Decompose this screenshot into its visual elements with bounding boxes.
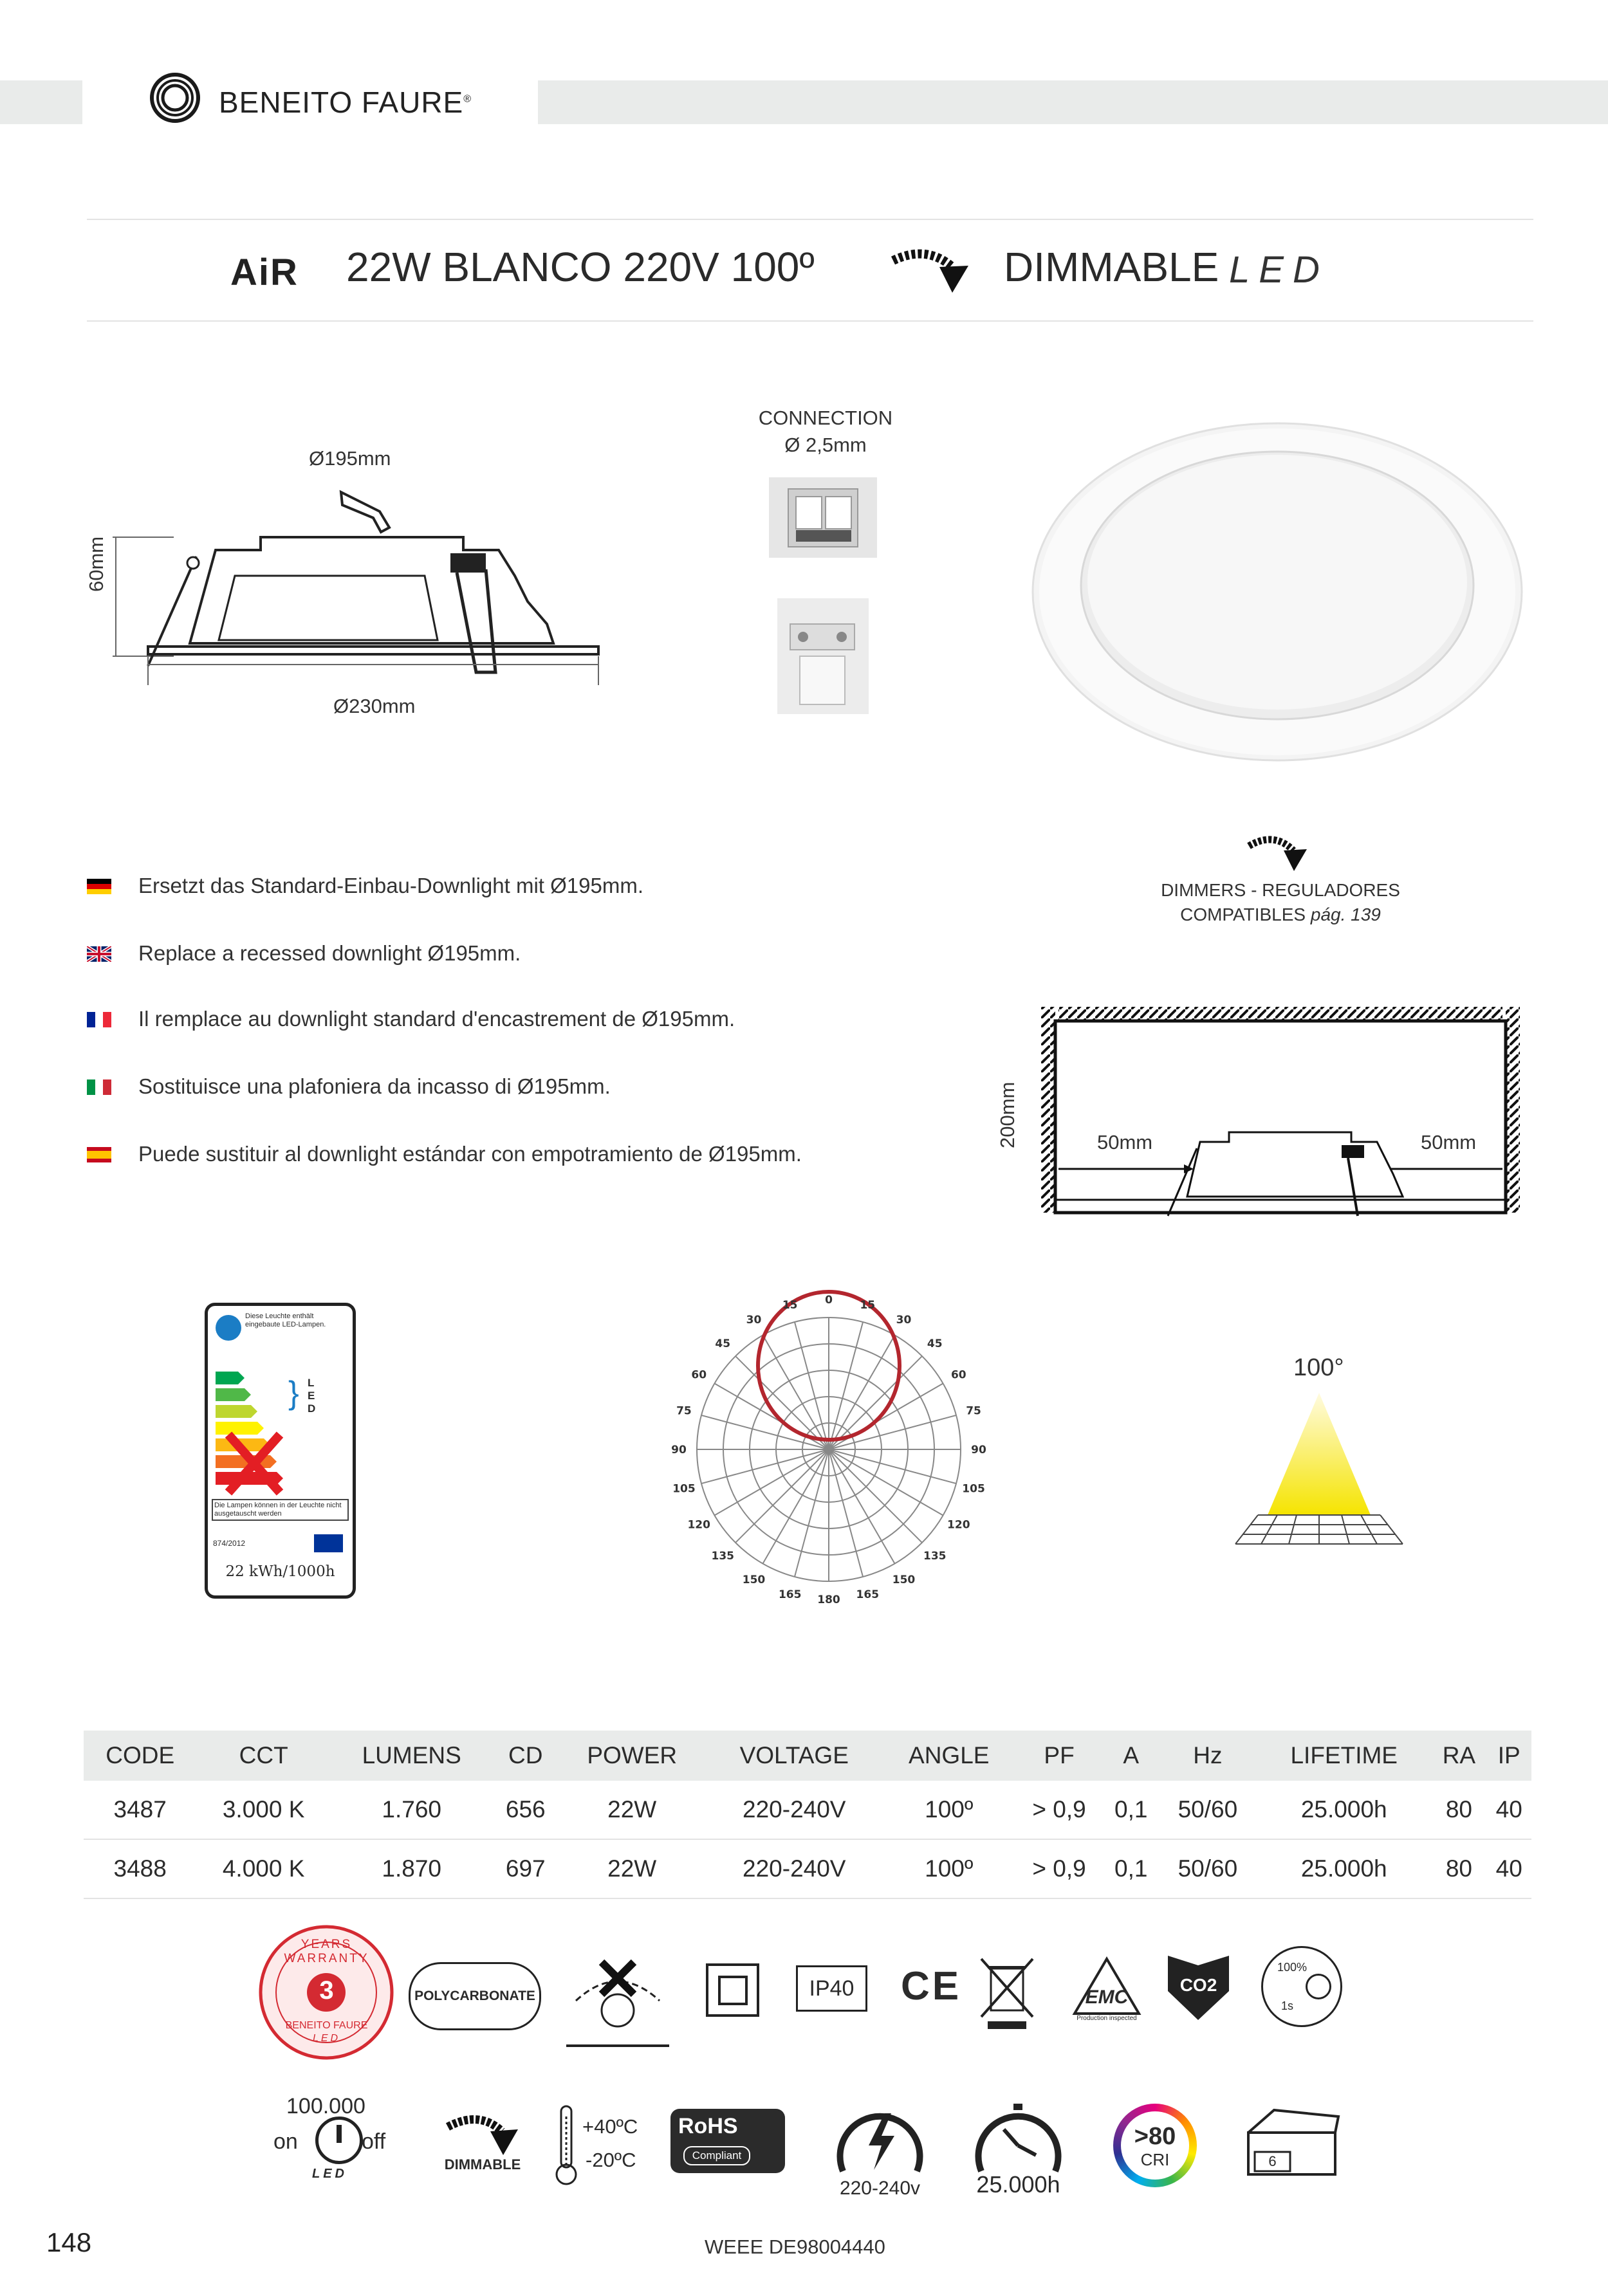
cell-ip: 40 (1486, 1781, 1531, 1839)
thermometer-icon (553, 2104, 579, 2190)
install-height-label: 200mm (996, 1081, 1019, 1148)
height-label: 60mm (85, 536, 107, 592)
warranty-years: 3 (319, 1976, 334, 2005)
polar-svg (656, 1277, 1004, 1628)
polar-spoke (829, 1356, 922, 1449)
polar-angle-label: 45 (927, 1337, 943, 1351)
co2-text: CO2 (1179, 1975, 1217, 1995)
co2-icon (1165, 1952, 1232, 2026)
cell-voltage: 220-240V (705, 1781, 883, 1839)
lifetime-clock-icon (968, 2100, 1068, 2181)
col-angle: ANGLE (883, 1731, 1015, 1781)
polar-angle-label: 150 (892, 1573, 916, 1586)
power-icon (315, 2117, 363, 2164)
brand-logo-icon (149, 72, 201, 124)
cell-hz: 50/60 (1159, 1839, 1257, 1898)
polar-spoke (829, 1449, 943, 1516)
energy-label (205, 1303, 356, 1599)
instant-on-icon (1261, 1946, 1342, 2027)
polar-angle-label: 0 (825, 1294, 833, 1307)
col-pf: PF (1015, 1731, 1103, 1781)
col-voltage: VOLTAGE (705, 1731, 883, 1781)
polar-angle-label: 30 (896, 1314, 912, 1327)
bulb-icon (1306, 1974, 1331, 1999)
switch-cycles: 100.000 (286, 2094, 365, 2118)
class-ii-icon (706, 1963, 759, 2017)
polar-angle-label: 45 (715, 1337, 731, 1351)
polar-spoke (795, 1322, 829, 1449)
cell-angle: 100º (883, 1839, 1015, 1898)
polar-angle-label: 120 (947, 1518, 970, 1532)
col-code: CODE (84, 1731, 196, 1781)
polar-spoke (701, 1449, 829, 1483)
ce-mark: CE (901, 1964, 962, 2008)
flag-uk-icon (87, 946, 111, 962)
cell-pf: > 0,9 (1015, 1781, 1103, 1839)
polar-angle-label: 60 (950, 1368, 966, 1382)
col-cd: CD (492, 1731, 559, 1781)
rohs-badge (670, 2109, 785, 2173)
connector-front-image (769, 477, 877, 558)
title-bottom-rule (87, 320, 1533, 322)
polar-spoke (701, 1415, 829, 1449)
energy-bottom-text: Die Lampen können in der Leuchte nicht ausgetauscht werden (212, 1499, 349, 1521)
col-cct: CCT (196, 1731, 331, 1781)
polar-spoke (763, 1449, 829, 1564)
temp-max: +40ºC (582, 2115, 638, 2138)
polar-diagram (656, 1277, 1004, 1631)
product-title: 22W BLANCO 220V 100º (346, 244, 815, 290)
product-photo (1030, 421, 1525, 766)
product-name: AiR (230, 252, 299, 293)
lamp-icon (216, 1315, 241, 1341)
emc-text: EMC (1085, 1987, 1129, 2008)
polar-spoke (795, 1449, 829, 1577)
col-hz: Hz (1159, 1731, 1257, 1781)
header-bar-left (0, 80, 82, 124)
spec-table (84, 1731, 1531, 1899)
emc-icon (1071, 1956, 1142, 2023)
flag-it-icon (87, 1079, 111, 1095)
energy-consumption: 22 kWh/1000h (225, 1563, 335, 1580)
cell-cd: 656 (492, 1781, 559, 1839)
polar-angle-label: 120 (687, 1518, 710, 1532)
cell-cd: 697 (492, 1839, 559, 1898)
polar-angle-label: 75 (676, 1404, 692, 1418)
col-a: A (1104, 1731, 1159, 1781)
total-diameter-label: Ø230mm (333, 695, 416, 717)
rohs-sub: Compliant (683, 2146, 750, 2165)
temp-min: -20ºC (586, 2149, 636, 2171)
cell-lumens: 1.760 (331, 1781, 493, 1839)
polar-angle-label: 60 (691, 1368, 707, 1382)
connection-label: CONNECTION (758, 407, 893, 429)
cell-lifetime: 25.000h (1257, 1781, 1431, 1839)
title-top-rule (87, 219, 1533, 220)
polar-spoke (829, 1449, 922, 1543)
emc-subtext: Production inspected (1077, 2015, 1137, 2022)
cut-diameter-label: Ø195mm (309, 447, 391, 470)
ip-badge: IP40 (796, 1965, 867, 2012)
col-power: POWER (559, 1731, 705, 1781)
cell-voltage: 220-240V (705, 1839, 883, 1898)
material-badge: POLYCARBONATE (409, 1962, 541, 2030)
energy-led-letters: L E D (308, 1377, 316, 1415)
energy-top-text: Diese Leuchte enthält eingebaute LED-Lampen. (245, 1312, 326, 1328)
cell-cct: 3.000 K (196, 1781, 331, 1839)
eu-flag-icon (314, 1534, 343, 1552)
brand-name: BENEITO FAURE® (219, 86, 472, 119)
dimmable-icon (444, 2109, 521, 2160)
polar-angle-label: 165 (856, 1588, 880, 1602)
table-row (84, 1781, 1531, 1839)
polar-spoke (829, 1415, 956, 1449)
polar-angle-label: 90 (971, 1444, 986, 1456)
polar-angle-label: 75 (966, 1404, 981, 1418)
cell-pf: > 0,9 (1015, 1839, 1103, 1898)
col-ra: RA (1431, 1731, 1486, 1781)
polar-spoke (829, 1449, 863, 1577)
cri-value: >80 (1134, 2123, 1176, 2150)
lifetime-label: 25.000h (976, 2171, 1060, 2198)
col-lumens: LUMENS (331, 1731, 493, 1781)
install-diagram (1023, 1000, 1525, 1222)
rohs-text: RoHS (678, 2114, 738, 2138)
instant-time: 1s (1281, 1999, 1294, 2012)
polar-angle-label: 15 (782, 1298, 798, 1312)
polar-angle-label: 165 (778, 1588, 802, 1602)
polar-spoke (735, 1356, 829, 1449)
cell-cct: 4.000 K (196, 1839, 331, 1898)
weee-number: WEEE DE98004440 (705, 2236, 885, 2258)
beam-cone-icon (1232, 1390, 1406, 1550)
dimmable-label: DIMMABLE (444, 2156, 521, 2172)
flag-es-icon (87, 1147, 111, 1162)
flag-de-icon (87, 879, 111, 894)
cell-hz: 50/60 (1159, 1781, 1257, 1839)
warranty-led: LED (312, 2033, 341, 2044)
header-bar-right (538, 80, 1608, 124)
cell-lumens: 1.870 (331, 1839, 493, 1898)
cell-code: 3488 (84, 1839, 196, 1898)
polar-angle-label: 105 (672, 1482, 696, 1496)
install-right-gap-label: 50mm (1421, 1131, 1477, 1153)
polar-spoke (714, 1449, 829, 1516)
polar-spoke (735, 1449, 829, 1543)
warranty-top-text: YEARS WARRANTY (284, 1938, 369, 1965)
polar-angle-label: 180 (817, 1593, 840, 1606)
energy-regulation: 874/2012 (213, 1539, 246, 1548)
connector-side-image (777, 598, 869, 714)
dimmers-line2: COMPATIBLES pág. 139 (1180, 905, 1381, 924)
cell-power: 22W (559, 1781, 705, 1839)
cell-lifetime: 25.000h (1257, 1839, 1431, 1898)
polar-angle-label: 15 (860, 1298, 876, 1312)
polar-angle-label: 30 (746, 1314, 762, 1327)
cri-label: CRI (1140, 2150, 1170, 2169)
dimmable-arrow-icon (888, 241, 972, 302)
cri-ring-icon (1113, 2104, 1197, 2187)
no-cover-icon (563, 1949, 672, 2055)
voltage-icon (830, 2100, 930, 2181)
install-left-gap-label: 50mm (1097, 1131, 1153, 1153)
warranty-brand: BENEITO FAURE (285, 2020, 368, 2031)
switch-on-label: on (273, 2129, 298, 2154)
polar-angle-label: 135 (923, 1549, 947, 1563)
table-row (84, 1839, 1531, 1898)
polar-angle-label: 90 (671, 1444, 687, 1456)
cell-ip: 40 (1486, 1839, 1531, 1898)
weee-bin-icon (978, 1956, 1036, 2036)
cell-ra: 80 (1431, 1839, 1486, 1898)
polar-spoke (829, 1449, 895, 1564)
led-title: LED (1229, 249, 1329, 291)
led-brace-icon: } (288, 1375, 299, 1411)
dimmers-arrow-icon (1245, 830, 1309, 878)
polar-angle-label: 105 (962, 1482, 985, 1496)
spec-table-header (84, 1731, 1531, 1781)
cell-a: 0,1 (1104, 1781, 1159, 1839)
warranty-badge (257, 1924, 396, 2062)
dimmable-title: DIMMABLE (1004, 244, 1219, 290)
col-lifetime: LIFETIME (1257, 1731, 1431, 1781)
polar-spoke (829, 1322, 863, 1449)
side-view-drawing (103, 473, 618, 695)
polar-angle-label: 150 (742, 1573, 766, 1586)
switch-off-label: off (362, 2129, 386, 2154)
instant-pct: 100% (1277, 1961, 1308, 1974)
box-qty: 6 (1268, 2153, 1277, 2169)
cell-a: 0,1 (1104, 1839, 1159, 1898)
flag-fr-icon (87, 1012, 111, 1027)
col-ip: IP (1486, 1731, 1531, 1781)
cell-power: 22W (559, 1839, 705, 1898)
cell-code: 3487 (84, 1781, 196, 1839)
page-number: 148 (46, 2227, 92, 2257)
polar-angle-label: 135 (711, 1549, 734, 1563)
cell-angle: 100º (883, 1781, 1015, 1839)
connection-value: Ø 2,5mm (784, 434, 867, 456)
beam-angle-label: 100° (1293, 1354, 1344, 1381)
dimmers-line1: DIMMERS - REGULADORES (1161, 880, 1400, 900)
box-icon (1245, 2107, 1342, 2181)
switch-led-label: LED (312, 2167, 347, 2181)
cell-ra: 80 (1431, 1781, 1486, 1839)
polar-spoke (829, 1449, 956, 1483)
voltage-label: 220-240v (839, 2178, 921, 2199)
